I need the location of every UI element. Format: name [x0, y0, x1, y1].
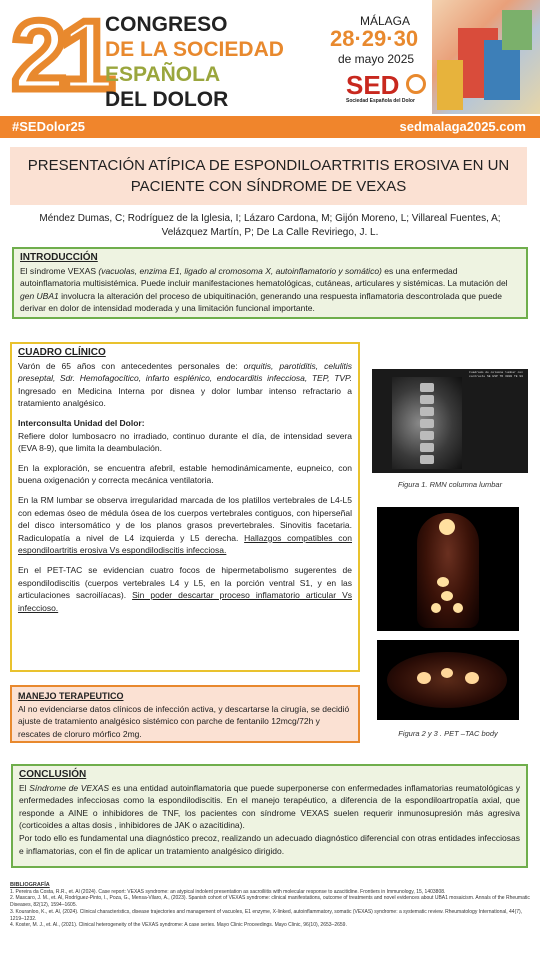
congress-line: CONGRESO [105, 13, 228, 36]
poster-title [10, 147, 527, 205]
conclusion-text: El Síndrome de VEXAS es una entidad autoinflamatoria que puede superponerse con enfermedades inflamatorias reumatológicas y enfermedades infecciosas como la espondilodiscitis. En el manejo terapéutico, a diferencia de la espondiloartropatía axial, que responde a AINE o inhibidores de TNF, los pacientes con síndrome VEXAS suelen requerir inmunosupresión más agresiva (corticoides a altas dosis , inhibidores de JAK o azacitidina). [19, 782, 520, 831]
poster-authors: Méndez Dumas, C; Rodríguez de la Iglesia, I; Lázaro Cardona, M; Gijón Moreno, L; Villareal Fuentes, A; Velázquez Martín, P; De La Calle Reviriego, J. L. [39, 213, 501, 238]
conclusion-text-2: Por todo ello es fundamental una diagnóstico precoz, realizando un adecuado diagnóstico diferencial con otras entidades infecciosas e inflamatorias, con el fin de aplicar un tratamiento analgésico dirigido. [19, 832, 520, 856]
malaga-illustration [432, 0, 540, 114]
congress-title [105, 12, 284, 112]
introduccion-section [12, 247, 528, 319]
section-heading: CUADRO CLÍNICO [18, 347, 106, 358]
sed-logo-text: SED [346, 70, 400, 100]
cuadro-clinico-section [10, 342, 360, 672]
congress-line: ESPAÑOLA [105, 63, 221, 86]
section-heading: MANEJO TERAPEUTICO [18, 691, 124, 701]
congress-line: DE LA SOCIEDAD [105, 38, 284, 61]
figure-3-pet-axial [377, 640, 519, 720]
conclusion-section [11, 764, 528, 868]
manejo-section [10, 685, 360, 743]
congress-line: DEL DOLOR [105, 88, 229, 111]
clinico-exploracion: En la exploración, se encuentra afebril, estable hemodinámicamente, eupneico, con buena oxigenación y correcta mecánica ventilatoria. [18, 462, 352, 486]
hashtag: #SEDolor25 [12, 119, 85, 134]
congress-number: 21 [12, 0, 110, 110]
poster-header [0, 0, 540, 116]
sed-logo-subtitle: Sociedad Española del Dolor [346, 98, 415, 104]
clinico-rm: En la RM lumbar se observa irregularidad marcada de los platillos vertebrales de L4-L5 con edemas óseo de médula ósea de los cuerpos vertebrales contiguos, con hiperseñal del disco intersomático y de los planos grasos prevertebrales. Sinovitis facetaria. Radiculopatía a nivel de L4 izquierda y L5 derecha. Hallazgos compatibles con espondiloartritis erosiva Vs espondilodiscitis infecciosa. [18, 494, 352, 556]
clinico-interconsulta: Interconsulta Unidad del Dolor: Refiere dolor lumbosacro no irradiado, continuo durante el día, de intensidad severa (EVA 8-9), que limita la deambulación. [18, 417, 352, 454]
introduccion-text: El síndrome VEXAS (vacuolas, enzima E1, ligado al cromosoma X, autoinflamatorio y somático) es una enfermedad autoinflamatoria multisistémica. Puede incluir manifestaciones hematológicas, cutáneas, articulares y sistémicas. La mutación del gen UBA1 involucra la alteración del proceso de ubiquitinación, generando una respuesta inflamatoria descontrolada que puede derivar en dolor de intensidad moderada y una limitación funcional importante. [20, 265, 508, 314]
clinico-pet: En el PET-TAC se evidencian cuatro focos de hipermetabolismo sugerentes de espondilodiscitis (cuerpos vertebrales L4 y L5, en la porción ventral S1, y en las articulaciones sacroilíacas). Sin poder descartar proceso inflamatorio articular Vs infeccioso. [18, 564, 353, 613]
reference: 1. Pereira da Costa, R.R., et. Al (2024). Case report: VEXAS syndrome: an atypical indolent presentation as sacroiliitis with molecular response to azacitidine. Frontiers in Immunology, 15, 1403808. [10, 888, 446, 895]
sed-logo [346, 72, 432, 104]
congress-website: sedmalaga2025.com [399, 119, 526, 134]
mri-overlay-text: Cuadrado de columna lumbar con contraste SE ESP TR 3000 TE 90 [469, 371, 524, 378]
bibliography [10, 882, 530, 929]
reference: 3. Kouranloo, K., et. Al, (2024). Clinical characteristics, disease trajectories and management of vacuoles, E1 enzyme, X-linked, autoinflammatory, somatic (VEXAS) syndrome: a systematic review. Rheumatology International, 44(7), 1219–1232. [10, 908, 523, 922]
figure-2-3-caption: Figura 2 y 3 . PET –TAC body [398, 729, 498, 738]
congress-dates: 28·29·30 [330, 26, 419, 51]
bibliography-heading: BIBLIOGRAFÍA [10, 882, 50, 888]
sed-logo-ring-icon [406, 74, 426, 94]
congress-city: MÁLAGA [360, 14, 411, 28]
congress-month-year: de mayo 2025 [338, 52, 415, 66]
congress-banner [0, 116, 540, 138]
figure-1-caption: Figura 1. RMN columna lumbar [397, 480, 503, 489]
poster-title-text: PRESENTACIÓN ATÍPICA DE ESPONDILOARTRITIS EROSIVA EN UN PACIENTE CON SÍNDROME DE VEXAS [27, 157, 510, 195]
clinico-antecedentes: Varón de 65 años con antecedentes personales de: orquitis, parotiditis, celulitis preseptal, Sdr. Hemofagocítico, infarto esplénico, endocarditis infecciosa, TEP, TVP. Ingresado en Medicina Interna por disnea y dolor lumbar intenso refractario a tratamiento analgésico. [18, 360, 352, 409]
section-heading: CONCLUSIÓN [19, 769, 87, 780]
section-heading: INTRODUCCIÓN [20, 252, 98, 263]
figure-2-pet [377, 507, 519, 631]
reference: 4. Koster, M. J., et. Al., (2021). Clinical heterogeneity of the VEXAS syndrome: A case series. Mayo Clinic Proceedings. Mayo Clinic, 96(10), 2653–2659. [10, 922, 347, 929]
figure-1-mri [372, 369, 528, 473]
reference: 2. Mascaro, J. M., et. Al, Rodríguez-Pinto, I., Poza, G., Mensa-Vilaro, A., (2023). Spanish cohort of VEXAS syndrome: clinical manifestations, outcome of treatments and novel evidences about UBA1 mosaicism. Annals of the Rheumatic Diseases, 82(12), 1594–1605. [10, 895, 530, 909]
manejo-text: Al no evidenciarse datos clínicos de infección activa, y descartarse la cirugía, se decidió ajuste de tratamiento analgésico sistémico con parche de fentanilo 12mcg/72h y rescates de cloruro mórfico 2mg. [18, 703, 350, 739]
